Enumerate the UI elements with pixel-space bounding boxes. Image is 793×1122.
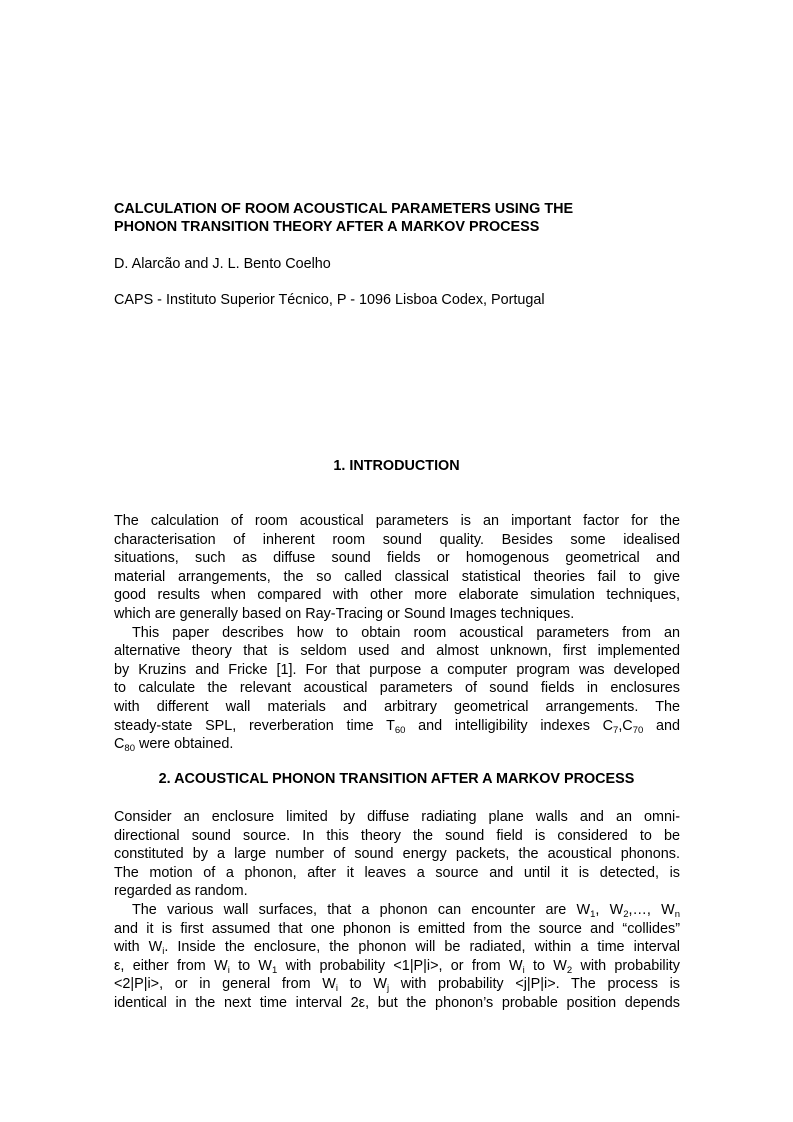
text-run: C: [114, 736, 125, 753]
text-line: [114, 957, 680, 976]
subscript: 1: [590, 909, 596, 920]
text-run: and: [643, 717, 680, 734]
text-line: situations, such as diffuse sound fields or homogenous geometrical and: [114, 550, 680, 567]
text-run: ε, either from W: [114, 957, 228, 974]
text-run: with probability: [572, 957, 680, 974]
subscript: 7: [613, 724, 619, 736]
text-run: to W: [229, 957, 273, 974]
text-line: [114, 901, 680, 920]
text-line: The calculation of room acoustical parameters is an important factor for the: [114, 513, 680, 529]
text-run: <2|P|i>, or in general from W: [114, 976, 336, 993]
subscript: i: [227, 964, 230, 976]
text-line: identical in the next time interval 2ε, but the phonon’s probable position depends: [114, 994, 680, 1011]
text-run: steady-state SPL, reverberation time T: [114, 717, 395, 734]
text-run: with probability <1|P|i>, or from W: [277, 957, 523, 974]
title-line-2: PHONON TRANSITION THEORY AFTER A MARKOV PROCESS: [114, 218, 540, 235]
text-line: good results when compared with other more elaborate simulation techniques,: [114, 587, 680, 604]
text-run: . Inside the enclosure, the phonon will be radiated, within a time interval: [164, 939, 680, 956]
text-line: [114, 975, 680, 994]
text-line: [114, 938, 680, 957]
subscript: 80: [124, 743, 135, 755]
text-line: characterisation of inherent room sound quality. Besides some idealised: [114, 531, 680, 548]
subscript: i: [522, 964, 525, 976]
affiliation: CAPS - Instituto Superior Técnico, P - 1096 Lisboa Codex, Portugal: [114, 292, 545, 308]
subscript: i: [335, 983, 338, 995]
subscript: 70: [632, 724, 644, 736]
subscript: 60: [394, 724, 406, 736]
text-line: directional sound source. In this theory the sound field is considered to be: [114, 827, 680, 844]
text-line: alternative theory that is seldom used and almost unknown, first implemented: [114, 643, 680, 660]
subscript: n: [674, 909, 680, 920]
section-2-paragraph-1: [114, 808, 680, 901]
text-run: ,…, W: [628, 902, 675, 918]
section-2-heading: 2. ACOUSTICAL PHONON TRANSITION AFTER A MARKOV PROCESS: [158, 771, 635, 787]
text-line: Consider an enclosure limited by diffuse radiating plane walls and an omni-: [114, 809, 680, 825]
text-run: with probability <j|P|i>. The process is: [389, 976, 680, 993]
section-1-paragraph-1: [114, 512, 680, 624]
text-run: The various wall surfaces, that a phonon can encounter are W: [132, 902, 591, 918]
subscript: 2: [566, 964, 573, 976]
text-line: [114, 717, 680, 736]
text-run: , W: [595, 902, 624, 918]
subscript: j: [386, 983, 390, 995]
title-line-1: CALCULATION OF ROOM ACOUSTICAL PARAMETERS USING THE: [114, 201, 574, 217]
text-run: with W: [114, 939, 163, 956]
subscript: 2: [623, 909, 629, 920]
text-run: to W: [338, 976, 387, 993]
section-1-paragraph-2: [114, 624, 680, 754]
text-line: [114, 735, 680, 754]
section-2-paragraph-2: [114, 901, 680, 1013]
text-line: The motion of a phonon, after it leaves a source and until it is detected, is: [114, 864, 680, 881]
paper-title: [114, 201, 680, 236]
text-line: by Kruzins and Fricke [1]. For that purpose a computer program was developed: [114, 661, 680, 678]
text-run: and intelligibility indexes C: [405, 717, 614, 734]
text-run: to W: [524, 957, 567, 974]
text-line: This paper describes how to obtain room acoustical parameters from an: [132, 624, 680, 641]
text-line: and it is first assumed that one phonon is emitted from the source and “collides”: [114, 920, 680, 937]
subscript: 1: [272, 964, 278, 976]
section-1-heading: 1. INTRODUCTION: [333, 458, 460, 474]
text-line: which are generally based on Ray-Tracing or Sound Images techniques.: [114, 605, 575, 622]
text-line: material arrangements, the so called classical statistical theories fail to give: [114, 568, 680, 585]
authors: D. Alarcão and J. L. Bento Coelho: [114, 256, 331, 272]
subscript: i: [162, 946, 165, 958]
text-line: regarded as random.: [114, 883, 248, 900]
text-line: with different wall materials and arbitrary geometrical arrangements. The: [114, 698, 680, 715]
text-line: to calculate the relevant acoustical parameters of sound fields in enclosures: [114, 680, 680, 697]
text-run: were obtained.: [134, 736, 234, 753]
text-run: ,C: [618, 717, 633, 734]
text-line: constituted by a large number of sound energy packets, the acoustical phonons.: [114, 846, 680, 863]
